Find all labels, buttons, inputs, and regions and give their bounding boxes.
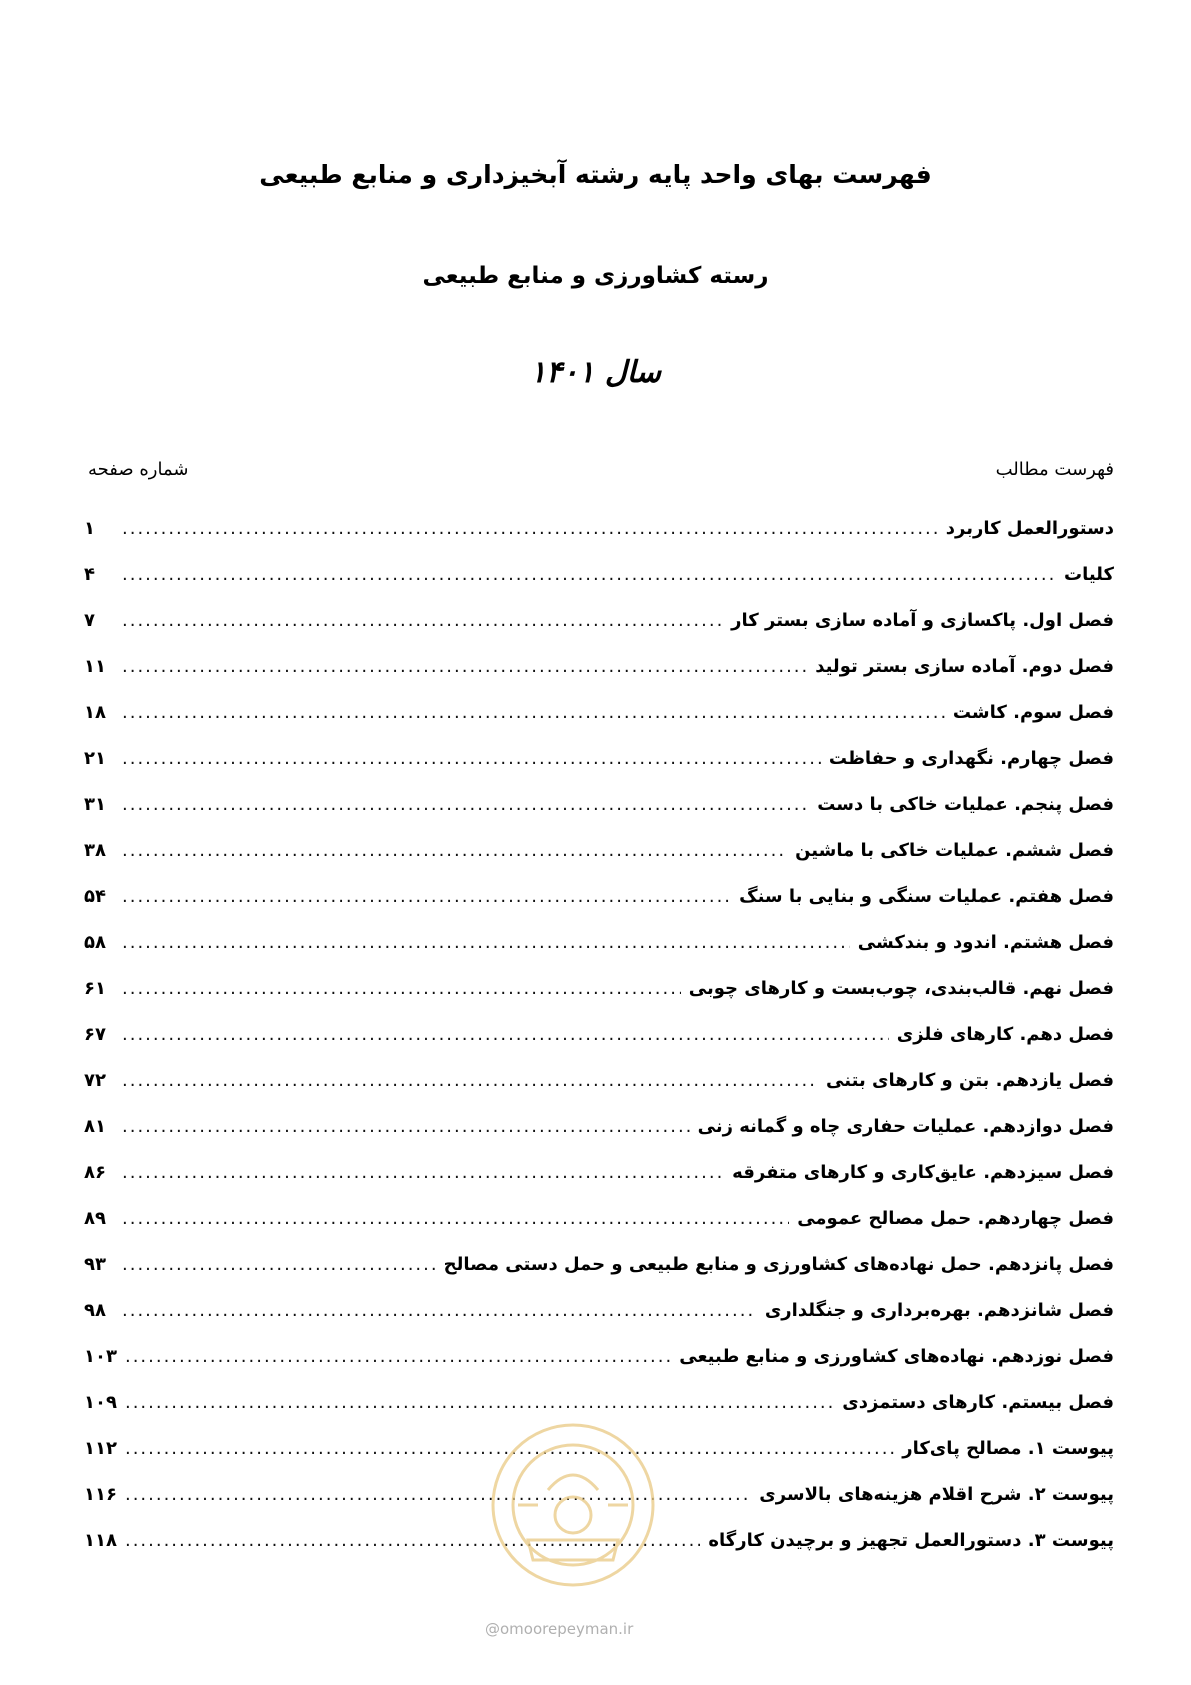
toc-entry <box>84 1024 1114 1070</box>
toc-entry-label: فصل شانزدهم. بهره‌برداری و جنگلداری <box>764 1300 1114 1321</box>
dot-leader <box>122 564 1056 585</box>
document-subtitle: رسته کشاورزی و منابع طبیعی <box>422 263 769 289</box>
toc-entry <box>84 518 1114 564</box>
toc-entry <box>84 564 1114 610</box>
toc-entry <box>84 1300 1114 1346</box>
toc-entry-page: ۵۸ <box>84 932 106 953</box>
dot-leader <box>122 840 787 861</box>
table-of-contents <box>84 518 1114 1576</box>
toc-entry <box>84 1162 1114 1208</box>
toc-entry-label: فصل دوازدهم. عملیات حفاری چاه و گمانه زنی <box>697 1116 1114 1137</box>
toc-entry-label: فصل هشتم. اندود و بندکشی <box>857 932 1114 953</box>
toc-entry-label: فصل اول. پاکسازی و آماده سازی بستر کار <box>731 610 1114 631</box>
toc-entry-label: پیوست ۳. دستورالعمل تجهیز و برچیدن کارگاه <box>708 1530 1114 1551</box>
toc-entry <box>84 1208 1114 1254</box>
toc-entry-label: فصل نوزدهم. نهاده‌های کشاورزی و منابع طبیعی <box>679 1346 1114 1367</box>
toc-entry-label: فصل یازدهم. بتن و کارهای بتنی <box>826 1070 1114 1091</box>
toc-entry-label: فصل چهاردهم. حمل مصالح عمومی <box>797 1208 1114 1229</box>
toc-entry-page: ۶۱ <box>84 978 106 999</box>
dot-leader <box>122 518 938 539</box>
toc-entry-page: ۱۱۲ <box>84 1438 117 1459</box>
dot-leader <box>122 932 850 953</box>
dot-leader <box>122 610 723 631</box>
toc-entry <box>84 978 1114 1024</box>
toc-entry-label: فصل سوم. کاشت <box>952 702 1114 723</box>
page-number-header: شماره صفحه <box>88 459 189 480</box>
toc-entry-label: پیوست ۲. شرح اقلام هزینه‌های بالاسری <box>759 1484 1114 1505</box>
dot-leader <box>125 1346 671 1367</box>
toc-entry <box>84 702 1114 748</box>
toc-entry-page: ۸۱ <box>84 1116 106 1137</box>
toc-entry-label: فصل دهم. کارهای فلزی <box>896 1024 1114 1045</box>
toc-entry <box>84 1116 1114 1162</box>
dot-leader <box>122 1116 690 1137</box>
toc-entry-label: فصل پنجم. عملیات خاکی با دست <box>817 794 1114 815</box>
toc-entry-page: ۳۸ <box>84 840 106 861</box>
toc-entry <box>84 610 1114 656</box>
toc-entry-page: ۱۰۳ <box>84 1346 117 1367</box>
document-year: سال ۱۴۰۱ <box>530 355 661 390</box>
toc-entry-page: ۷۲ <box>84 1070 106 1091</box>
toc-entry-page: ۲۱ <box>84 748 106 769</box>
toc-entry-page: ۴ <box>84 564 95 585</box>
dot-leader <box>122 748 821 769</box>
toc-entry <box>84 748 1114 794</box>
toc-entry-page: ۱ <box>84 518 95 539</box>
toc-entry-page: ۹۳ <box>84 1254 106 1275</box>
toc-entry <box>84 656 1114 702</box>
toc-entry-page: ۷ <box>84 610 95 631</box>
toc-header: فهرست مطالب <box>995 459 1114 480</box>
dot-leader <box>122 1254 436 1275</box>
toc-entry-label: کلیات <box>1063 564 1114 585</box>
dot-leader <box>122 978 681 999</box>
toc-entry-page: ۱۱ <box>84 656 106 677</box>
toc-entry-page: ۱۱۶ <box>84 1484 117 1505</box>
toc-entry-label: فصل دوم. آماده سازی بستر تولید <box>815 656 1114 677</box>
toc-entry-page: ۸۶ <box>84 1162 106 1183</box>
dot-leader <box>122 702 945 723</box>
toc-entry-page: ۱۸ <box>84 702 106 723</box>
toc-entry <box>84 1070 1114 1116</box>
toc-entry <box>84 840 1114 886</box>
toc-entry-label: فصل بیستم. کارهای دستمزدی <box>842 1392 1114 1413</box>
toc-entry <box>84 932 1114 978</box>
toc-entry-page: ۵۴ <box>84 886 106 907</box>
toc-entry-page: ۱۰۹ <box>84 1392 117 1413</box>
seal-logo-icon <box>488 1420 658 1590</box>
dot-leader <box>122 886 731 907</box>
toc-entry <box>84 1254 1114 1300</box>
toc-entry-page: ۹۸ <box>84 1300 106 1321</box>
toc-entry-label: پیوست ۱. مصالح پای‌کار <box>902 1438 1114 1459</box>
toc-entry <box>84 886 1114 932</box>
dot-leader <box>122 1300 757 1321</box>
toc-entry-page: ۳۱ <box>84 794 106 815</box>
toc-entry-label: فصل پانزدهم. حمل نهاده‌های کشاورزی و منابع طبیعی و حمل دستی مصالح <box>443 1254 1114 1275</box>
toc-entry-label: فصل هفتم. عملیات سنگی و بنایی با سنگ <box>739 886 1114 907</box>
watermark-text: @omoorepeyman.ir <box>485 1620 634 1638</box>
dot-leader <box>122 1024 889 1045</box>
toc-entry-label: فصل ششم. عملیات خاکی با ماشین <box>795 840 1114 861</box>
document-title: فهرست بهای واحد پایه رشته آبخیزداری و منابع طبیعی <box>259 160 932 189</box>
toc-entry-label: فصل چهارم. نگهداری و حفاظت <box>828 748 1114 769</box>
dot-leader <box>122 1208 789 1229</box>
toc-entry-label: فصل نهم. قالب‌بندی، چوب‌بست و کارهای چوبی <box>688 978 1114 999</box>
dot-leader <box>122 1162 724 1183</box>
dot-leader <box>122 794 809 815</box>
toc-entry <box>84 1346 1114 1392</box>
dot-leader <box>122 1070 818 1091</box>
dot-leader <box>125 1392 834 1413</box>
dot-leader <box>122 656 807 677</box>
toc-entry-page: ۱۱۸ <box>84 1530 117 1551</box>
toc-entry <box>84 794 1114 840</box>
toc-entry-label: دستورالعمل کاربرد <box>945 518 1114 539</box>
toc-entry-page: ۶۷ <box>84 1024 106 1045</box>
toc-entry-label: فصل سیزدهم. عایق‌کاری و کارهای متفرقه <box>732 1162 1114 1183</box>
toc-entry-page: ۸۹ <box>84 1208 106 1229</box>
